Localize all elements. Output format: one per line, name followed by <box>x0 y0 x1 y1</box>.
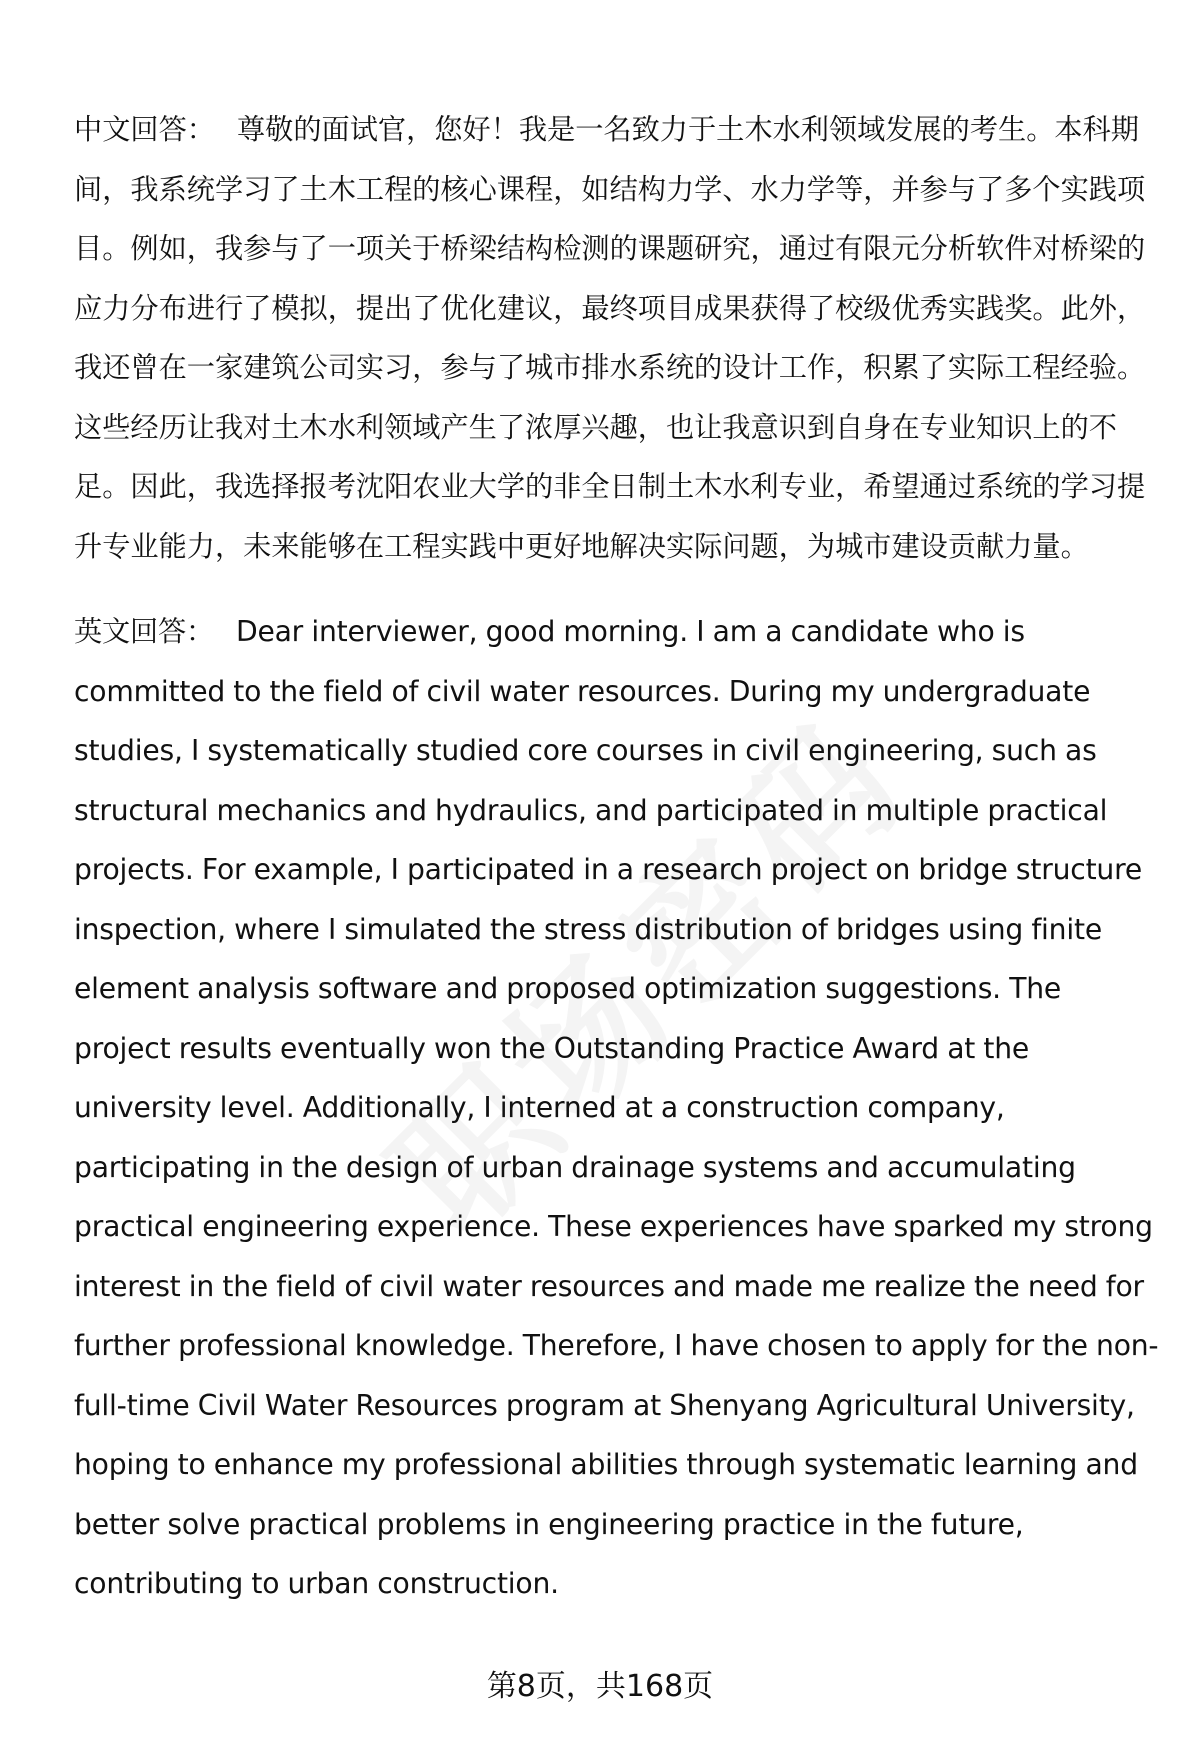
english-answer-paragraph <box>74 602 1164 1614</box>
english-answer-label: 英文回答： <box>74 615 214 648</box>
chinese-answer-text: 尊敬的面试官，您好！我是一名致力于土木水利领域发展的考生。本科期间，我系统学习了土木工程的核心课程，如结构力学、水力学等，并参与了多个实践项目。例如，我参与了一项关于桥梁结构检测的课题研究，通过有限元分析软件对桥梁的应力分布进行了模拟，提出了优化建议，最终项目成果获得了校级优秀实践奖。此外，我还曾在一家建筑公司实习，参与了城市排水系统的设计工作，积累了实际工程经验。这些经历让我对土木水利领域产生了浓厚兴趣，也让我意识到自身在专业知识上的不足。因此，我选择报考沈阳农业大学的非全日制土木水利专业，希望通过系统的学习提升专业能力，未来能够在工程实践中更好地解决实际问题，为城市建设贡献力量。 <box>74 113 1146 563</box>
page-indicator: 第8页，共168页 <box>486 1669 714 1704</box>
english-answer-text: Dear interviewer, good morning. I am a candidate who is committed to the field of civil water resources. During my undergraduate studies, I systematically studied core courses in civil engineering, such as structural mechanics and hydraulics, and participated in multiple practical projects. For example, I participated in a research project on bridge structure inspection, where I simulated the stress distribution of bridges using finite element analysis software and proposed optimization suggestions. The project results eventually won the Outstanding Practice Award at the university level. Additionally, I interned at a construction company, participating in the design of urban drainage systems and accumulating practical engineering experience. These experiences have sparked my strong interest in the field of civil water resources and made me realize the need for further professional knowledge. Therefore, I have chosen to apply for the non-full-time Civil Water Resources program at Shenyang Agricultural University, hoping to enhance my professional abilities through systematic learning and better solve practical problems in engineering practice in the future, contributing to urban construction. <box>74 615 1159 1600</box>
chinese-answer-paragraph <box>74 100 1164 576</box>
chinese-answer-label: 中文回答： <box>74 113 215 146</box>
document-body <box>74 100 1164 1614</box>
